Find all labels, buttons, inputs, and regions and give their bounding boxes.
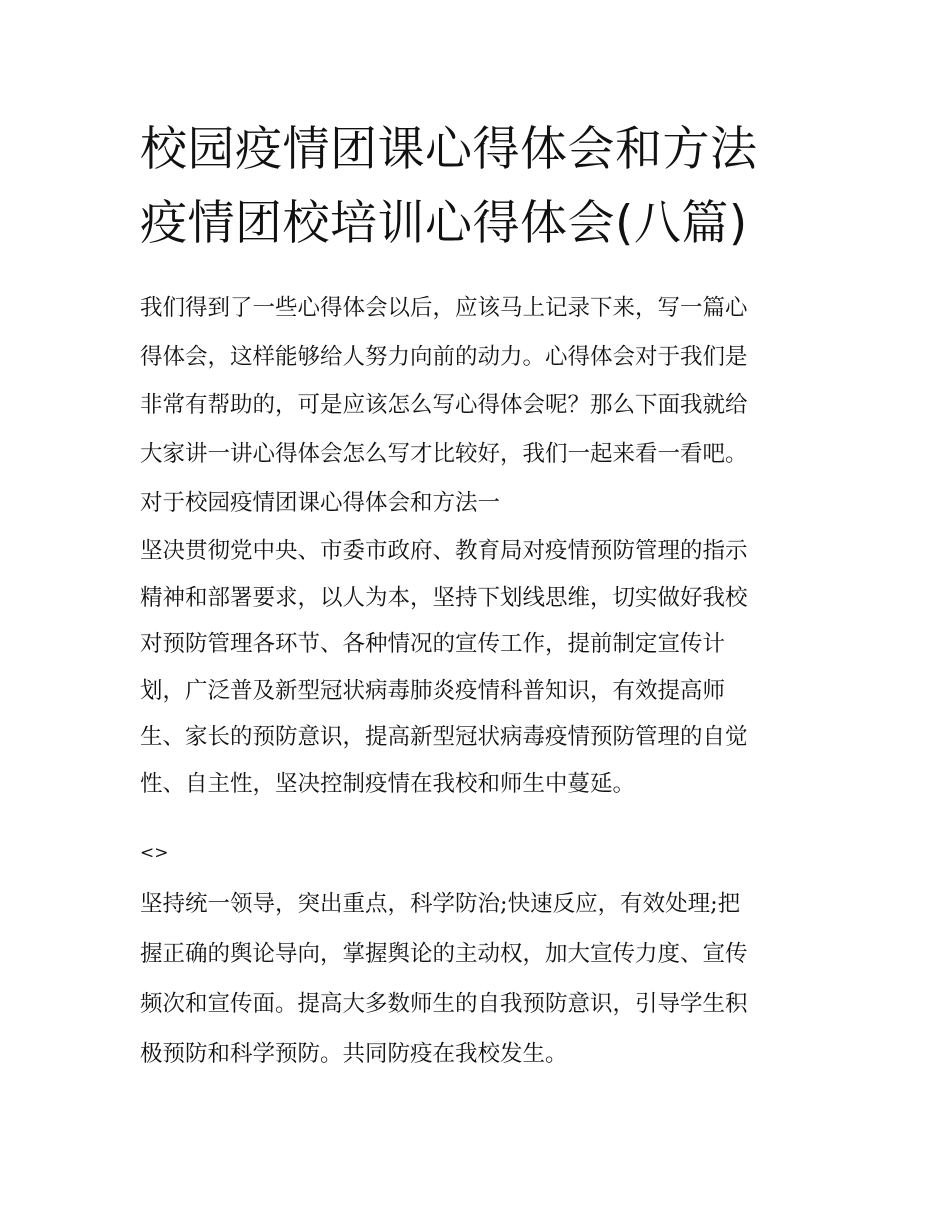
paragraph-line: 频次和宣传面。提高大多数师生的自我预防意识，引导学生积 <box>140 991 748 1017</box>
paragraph-line: 对预防管理各环节、各种情况的宣传工作，提前制定宣传计 <box>140 631 726 657</box>
paragraph-line: 性、自主性，坚决控制疫情在我校和师生中蔓延。 <box>140 770 636 797</box>
intro-paragraph <box>140 284 820 478</box>
body-paragraph-2 <box>140 879 820 1079</box>
intro-line: 得体会，这样能够给人努力向前的动力。心得体会对于我们是 <box>140 343 748 370</box>
paragraph-line: 极预防和科学预防。共同防疫在我校发生。 <box>140 1041 568 1067</box>
symbol-line: <> <box>140 843 169 863</box>
section-heading: 对于校园疫情团课心得体会和方法一 <box>140 490 501 516</box>
paragraph-line: 坚决贯彻党中央、市委市政府、教育局对疫情预防管理的指示 <box>140 538 748 564</box>
title-line-1: 校园疫情团课心得体会和方法 <box>140 122 758 177</box>
intro-line: 非常有帮助的，可是应该怎么写心得体会呢？那么下面我就给 <box>140 392 748 418</box>
paragraph-line: 握正确的舆论导向，掌握舆论的主动权，加大宣传力度、宣传 <box>140 941 748 967</box>
paragraph-line: 划，广泛普及新型冠状病毒肺炎疫情科普知识，有效提高师 <box>140 677 726 704</box>
paragraph-line: 坚持统一领导，突出重点，科学防治;快速反应，有效处理;把 <box>140 891 741 917</box>
paragraph-line: 生、家长的预防意识，提高新型冠状病毒疫情预防管理的自觉 <box>140 724 748 750</box>
title-line-2: 疫情团校培训心得体会(八篇) <box>140 196 748 251</box>
intro-line: 我们得到了一些心得体会以后，应该马上记录下来，写一篇心 <box>140 295 748 321</box>
document-title <box>140 113 820 261</box>
paragraph-line: 精神和部署要求，以人为本，坚持下划线思维，切实做好我校 <box>140 584 748 611</box>
intro-line: 大家讲一讲心得体会怎么写才比较好，我们一起来看一看吧。 <box>140 440 748 467</box>
body-paragraph-1 <box>140 528 820 807</box>
